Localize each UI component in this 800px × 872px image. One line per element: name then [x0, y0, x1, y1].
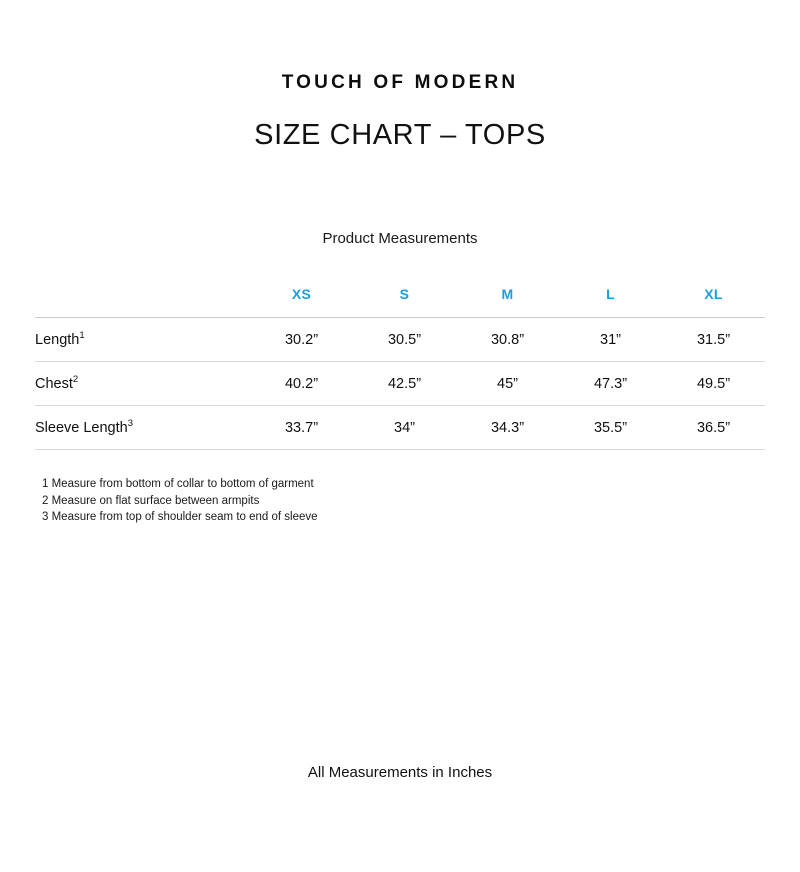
table-row	[35, 318, 765, 362]
cell-length-s: 30.5”	[353, 318, 456, 362]
row-label-text: Chest	[35, 375, 73, 392]
measurements-table	[35, 271, 765, 450]
table-row	[35, 406, 765, 450]
row-header-corner	[35, 271, 250, 318]
footnote-1: 1 Measure from bottom of collar to bottom of garment	[42, 478, 314, 490]
cell-chest-l: 47.3”	[559, 362, 662, 406]
row-label-footnote: 3	[127, 417, 134, 429]
table-row	[35, 362, 765, 406]
size-chart-page	[0, 72, 800, 872]
cell-sleeve-xl: 36.5”	[662, 406, 765, 450]
column-header-xs: XS	[250, 271, 353, 318]
row-label-footnote: 1	[79, 329, 85, 341]
cell-chest-xl: 49.5”	[662, 362, 765, 406]
section-label: Product Measurements	[322, 230, 478, 247]
table-body	[35, 318, 765, 450]
cell-sleeve-s: 34”	[353, 406, 456, 450]
footnotes	[0, 476, 800, 526]
table-header-row	[35, 271, 765, 318]
brand-wordmark: TOUCH OF MODERN	[281, 72, 519, 93]
cell-length-l: 31”	[559, 318, 662, 362]
page-title: SIZE CHART – TOPS	[254, 119, 546, 151]
row-label-footnote: 2	[72, 373, 79, 385]
column-header-m: M	[456, 271, 559, 318]
row-label-chest	[35, 362, 250, 406]
cell-sleeve-m: 34.3”	[456, 406, 559, 450]
cell-sleeve-l: 35.5”	[559, 406, 662, 450]
column-header-xl: XL	[662, 271, 765, 318]
cell-length-xs: 30.2”	[250, 318, 353, 362]
row-label-sleeve-length	[35, 406, 250, 450]
measurements-table-wrapper	[0, 271, 800, 450]
cell-length-m: 30.8”	[456, 318, 559, 362]
row-label-length	[35, 318, 250, 362]
column-header-s: S	[353, 271, 456, 318]
row-label-text: Sleeve Length	[35, 419, 128, 436]
cell-chest-s: 42.5”	[353, 362, 456, 406]
cell-chest-m: 45”	[456, 362, 559, 406]
column-header-l: L	[559, 271, 662, 318]
cell-length-xl: 31.5”	[662, 318, 765, 362]
row-label-text: Length	[35, 331, 80, 348]
cell-chest-xs: 40.2”	[250, 362, 353, 406]
cell-sleeve-xs: 33.7”	[250, 406, 353, 450]
footnote-3: 3 Measure from top of shoulder seam to end of sleeve	[42, 511, 318, 523]
footnote-2: 2 Measure on flat surface between armpits	[42, 494, 260, 507]
table-header	[35, 271, 765, 318]
units-note: All Measurements in Inches	[307, 764, 493, 781]
